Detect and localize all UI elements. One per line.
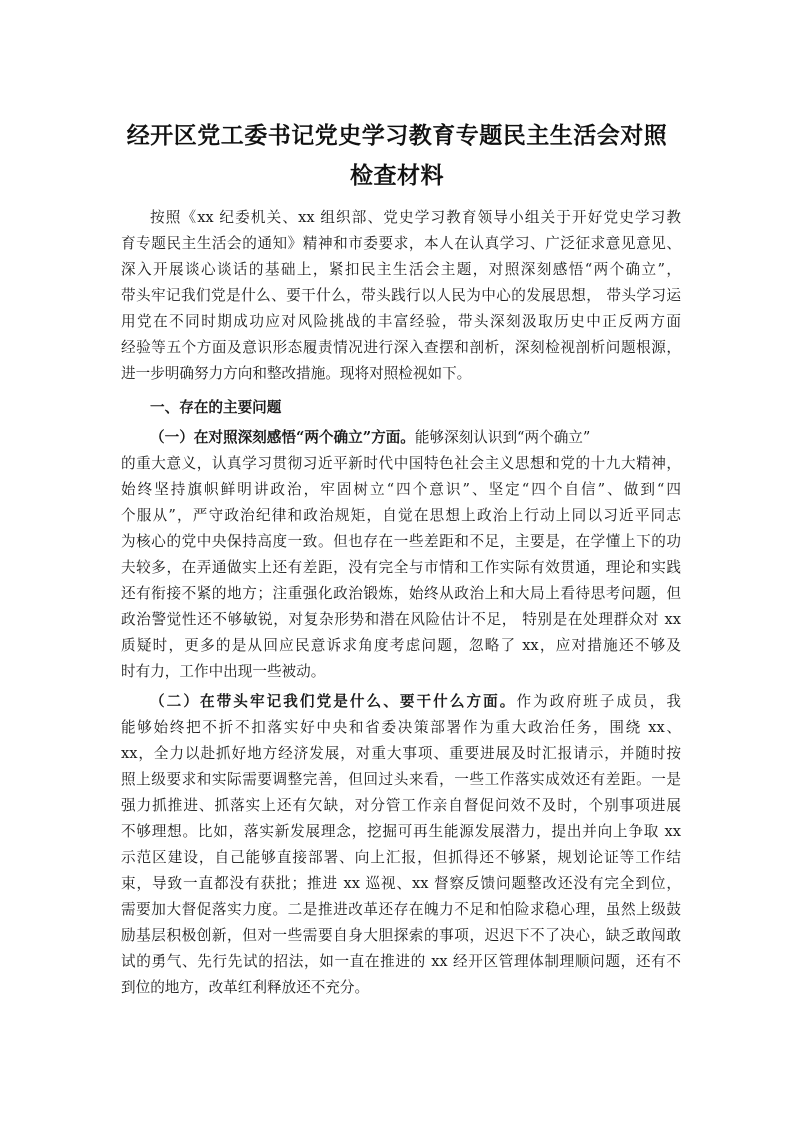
subsection-1-text: 能够深刻认识到“两个确立”	[414, 429, 591, 446]
intro-line: 带头牢记我们党是什么、要干什么，带头践行以人民为中心的发展思想， 带头学习运	[121, 287, 681, 304]
subsection-1-heading: （一）在对照深刻感悟“两个确立”方面。	[150, 429, 415, 446]
intro-line: 育专题民主生活会的通知》精神和市委要求，本人在认真学习、广泛征求意见意见、	[121, 235, 681, 252]
section-heading: 一、存在的主要问题	[150, 399, 282, 416]
intro-line: 经验等五个方面及意识形态履责情况进行深入查摆和剖析，深刻检视剖析问题根源，	[121, 339, 681, 356]
intro-line: 按照《xx 纪委机关、xx 组织部、党史学习教育领导小组关于开好党史学习教	[150, 209, 681, 226]
paragraph-line: xx，全力以赴抓好地方经济发展，对重大事项、重要进展及时汇报请示，并随时按	[121, 745, 681, 762]
paragraph-line: 政治警觉性还不够敏锐，对复杂形势和潜在风险估计不足， 特别是在处理群众对 xx	[121, 611, 681, 628]
document-title-line-2: 检查材料	[350, 163, 444, 189]
paragraph-line: 能够始终把不折不扣落实好中央和省委决策部署作为重大政治任务，围绕 xx、	[121, 719, 681, 736]
paragraph-line: 励基层积极创新，但对一些需要自身大胆探索的事项，迟迟下不了决心，缺乏敢闯敢	[121, 927, 681, 944]
intro-line: 进一步明确努力方向和整改措施。现将对照检视如下。	[121, 365, 472, 382]
paragraph-line: 强力抓推进、抓落实上还有欠缺，对分管工作亲自督促问效不及时，个别事项进展	[121, 797, 681, 814]
paragraph-line: 的重大意义，认真学习贯彻习近平新时代中国特色社会主义思想和党的十九大精神，	[121, 455, 681, 472]
paragraph-line: 照上级要求和实际需要调整完善，但回过头来看，一些工作落实成效还有差距。一是	[121, 771, 681, 788]
subsection-2-text: 作为政府班子成员，我	[516, 693, 681, 710]
paragraph-line: 始终坚持旗帜鲜明讲政治，牢固树立“四个意识”、坚定“四个自信”、做到“四	[121, 481, 681, 498]
paragraph-line: 时有力，工作中出现一些被动。	[121, 663, 326, 680]
subsection-1-first-line	[150, 425, 681, 451]
paragraph-line: 需要加大督促落实力度。二是推进改革还存在魄力不足和怕险求稳心理，虽然上级鼓	[121, 901, 681, 918]
paragraph-line: 为核心的党中央保持高度一致。但也存在一些差距和不足，主要是，在学懂上下的功	[121, 533, 681, 550]
intro-line: 用党在不同时期成功应对风险挑战的丰富经验，带头深刻汲取历史中正反两方面	[121, 313, 681, 330]
subsection-2-heading: （二）在带头牢记我们党是什么、要干什么方面。	[150, 693, 517, 710]
paragraph-line: 到位的地方，改革红利释放还不充分。	[121, 979, 370, 996]
paragraph-line: 个服从”，严守政治纪律和政治规矩，自觉在思想上政治上行动上同以习近平同志	[121, 507, 681, 524]
intro-line: 深入开展谈心谈话的基础上，紧扣民主生活会主题，对照深刻感悟“两个确立”，	[121, 261, 681, 278]
paragraph-line: 夫较多，在弄通做实上还有差距，没有完全与市情和工作实际有效贯通，理论和实践	[121, 559, 681, 576]
document-title-line-1: 经开区党工委书记党史学习教育专题民主生活会对照	[126, 123, 668, 149]
paragraph-line: 质疑时，更多的是从回应民意诉求角度考虑问题，忽略了 xx，应对措施还不够及	[121, 637, 681, 654]
paragraph-line: 束，导致一直都没有获批；推进 xx 巡视、xx 督察反馈问题整改还没有完全到位，	[121, 875, 681, 892]
paragraph-line: 试的勇气、先行先试的招法，如一直在推进的 xx 经开区管理体制理顺问题，还有不	[121, 953, 681, 970]
paragraph-line: 示范区建设，自己能够直接部署、向上汇报，但抓得还不够紧，规划论证等工作结	[121, 849, 681, 866]
paragraph-line: 还有衔接不紧的地方；注重强化政治锻炼，始终从政治上和大局上看待思考问题，但	[121, 585, 681, 602]
paragraph-line: 不够理想。比如，落实新发展理念，挖掘可再生能源发展潜力，提出并向上争取 xx	[121, 823, 681, 840]
subsection-2-first-line	[150, 689, 681, 715]
